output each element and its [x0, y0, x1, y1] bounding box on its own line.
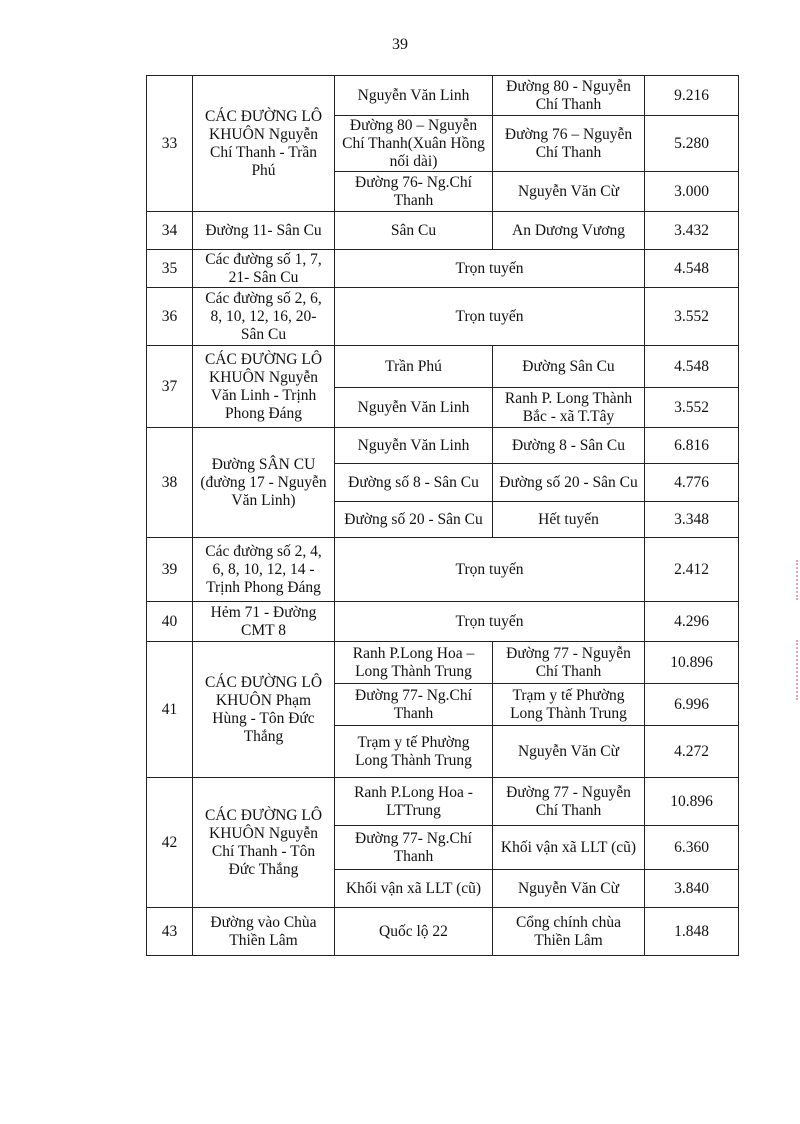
land-price: 4.272: [645, 726, 739, 778]
street-name: Các đường số 1, 7, 21- Sân Cu: [193, 250, 335, 288]
land-price: 9.216: [645, 76, 739, 116]
row-number: 38: [147, 428, 193, 538]
segment-from: Ranh P.Long Hoa - LTTrung: [335, 778, 493, 826]
row-number: 33: [147, 76, 193, 212]
segment-from: Đường số 20 - Sân Cu: [335, 502, 493, 538]
segment-to: Nguyễn Văn Cừ: [493, 726, 645, 778]
land-price: 1.848: [645, 908, 739, 956]
row-number: 42: [147, 778, 193, 908]
segment-to: Trạm y tế Phường Long Thành Trung: [493, 684, 645, 726]
street-name: Các đường số 2, 4, 6, 8, 10, 12, 14 - Trịnh Phong Đáng: [193, 538, 335, 602]
segment-to: Đường Sân Cu: [493, 346, 645, 388]
table-row: [147, 778, 739, 826]
street-name: CÁC ĐƯỜNG LÔ KHUÔN Nguyễn Văn Linh - Trịnh Phong Đáng: [193, 346, 335, 428]
segment-to: Ranh P. Long Thành Bắc - xã T.Tây: [493, 388, 645, 428]
land-price: 3.432: [645, 212, 739, 250]
table-row: [147, 212, 739, 250]
table-row: [147, 642, 739, 684]
segment-from: Đường 76- Ng.Chí Thanh: [335, 172, 493, 212]
segment-full-route: Trọn tuyến: [335, 538, 645, 602]
segment-from: Ranh P.Long Hoa – Long Thành Trung: [335, 642, 493, 684]
table-row: [147, 538, 739, 602]
segment-from: Nguyễn Văn Linh: [335, 388, 493, 428]
land-price: 6.816: [645, 428, 739, 464]
table-row: [147, 346, 739, 388]
row-number: 35: [147, 250, 193, 288]
page-number: 39: [392, 36, 408, 53]
street-name: Hẻm 71 - Đường CMT 8: [193, 602, 335, 642]
land-price: 4.296: [645, 602, 739, 642]
street-name: Đường vào Chùa Thiền Lâm: [193, 908, 335, 956]
segment-from: Khối vận xã LLT (cũ): [335, 870, 493, 908]
row-number: 37: [147, 346, 193, 428]
land-price: 3.348: [645, 502, 739, 538]
segment-from: Nguyễn Văn Linh: [335, 428, 493, 464]
segment-to: Hết tuyến: [493, 502, 645, 538]
segment-to: Nguyễn Văn Cừ: [493, 870, 645, 908]
row-number: 40: [147, 602, 193, 642]
segment-to: Đường 77 - Nguyễn Chí Thanh: [493, 778, 645, 826]
land-price: 3.000: [645, 172, 739, 212]
segment-from: Đường 77- Ng.Chí Thanh: [335, 684, 493, 726]
land-price: 4.548: [645, 250, 739, 288]
row-number: 39: [147, 538, 193, 602]
segment-full-route: Trọn tuyến: [335, 288, 645, 346]
segment-to: Nguyễn Văn Cừ: [493, 172, 645, 212]
street-name: CÁC ĐƯỜNG LÔ KHUÔN Nguyễn Chí Thanh - Tôn Đức Thắng: [193, 778, 335, 908]
segment-to: Đường 77 - Nguyễn Chí Thanh: [493, 642, 645, 684]
row-number: 36: [147, 288, 193, 346]
land-price: 10.896: [645, 778, 739, 826]
table-row: [147, 602, 739, 642]
segment-from: Trạm y tế Phường Long Thành Trung: [335, 726, 493, 778]
table-row: [147, 908, 739, 956]
segment-to: Cổng chính chùa Thiền Lâm: [493, 908, 645, 956]
land-price: 3.840: [645, 870, 739, 908]
street-name: Đường SÂN CU (đường 17 - Nguyễn Văn Linh): [193, 428, 335, 538]
land-price: 3.552: [645, 388, 739, 428]
segment-from: Đường 80 – Nguyễn Chí Thanh(Xuân Hồng nối dài): [335, 116, 493, 172]
row-number: 34: [147, 212, 193, 250]
land-price: 4.548: [645, 346, 739, 388]
row-number: 43: [147, 908, 193, 956]
land-price: 6.996: [645, 684, 739, 726]
segment-from: Nguyễn Văn Linh: [335, 76, 493, 116]
street-name: CÁC ĐƯỜNG LÔ KHUÔN Phạm Hùng - Tôn Đức Thắng: [193, 642, 335, 778]
table-row: [147, 250, 739, 288]
table-row: [147, 428, 739, 464]
segment-from: Quốc lộ 22: [335, 908, 493, 956]
street-name: Đường 11- Sân Cu: [193, 212, 335, 250]
land-price: 10.896: [645, 642, 739, 684]
segment-full-route: Trọn tuyến: [335, 602, 645, 642]
row-number: 41: [147, 642, 193, 778]
table-row: [147, 288, 739, 346]
segment-to: Đường 76 – Nguyễn Chí Thanh: [493, 116, 645, 172]
land-price: 3.552: [645, 288, 739, 346]
segment-from: Đường 77- Ng.Chí Thanh: [335, 826, 493, 870]
segment-full-route: Trọn tuyến: [335, 250, 645, 288]
land-price: 6.360: [645, 826, 739, 870]
land-price: 2.412: [645, 538, 739, 602]
segment-to: An Dương Vương: [493, 212, 645, 250]
segment-to: Khối vận xã LLT (cũ): [493, 826, 645, 870]
segment-to: Đường số 20 - Sân Cu: [493, 464, 645, 502]
land-price: 5.280: [645, 116, 739, 172]
margin-stamp-mark: [788, 560, 798, 600]
street-name: Các đường số 2, 6, 8, 10, 12, 16, 20- Sân Cu: [193, 288, 335, 346]
street-name: CÁC ĐƯỜNG LÔ KHUÔN Nguyễn Chí Thanh - Trần Phú: [193, 76, 335, 212]
segment-to: Đường 80 - Nguyễn Chí Thanh: [493, 76, 645, 116]
margin-stamp-mark: [788, 640, 798, 700]
segment-from: Trần Phú: [335, 346, 493, 388]
land-price: 4.776: [645, 464, 739, 502]
segment-to: Đường 8 - Sân Cu: [493, 428, 645, 464]
segment-from: Đường số 8 - Sân Cu: [335, 464, 493, 502]
land-price-table: [146, 75, 739, 956]
segment-from: Sân Cu: [335, 212, 493, 250]
table-row: [147, 76, 739, 116]
